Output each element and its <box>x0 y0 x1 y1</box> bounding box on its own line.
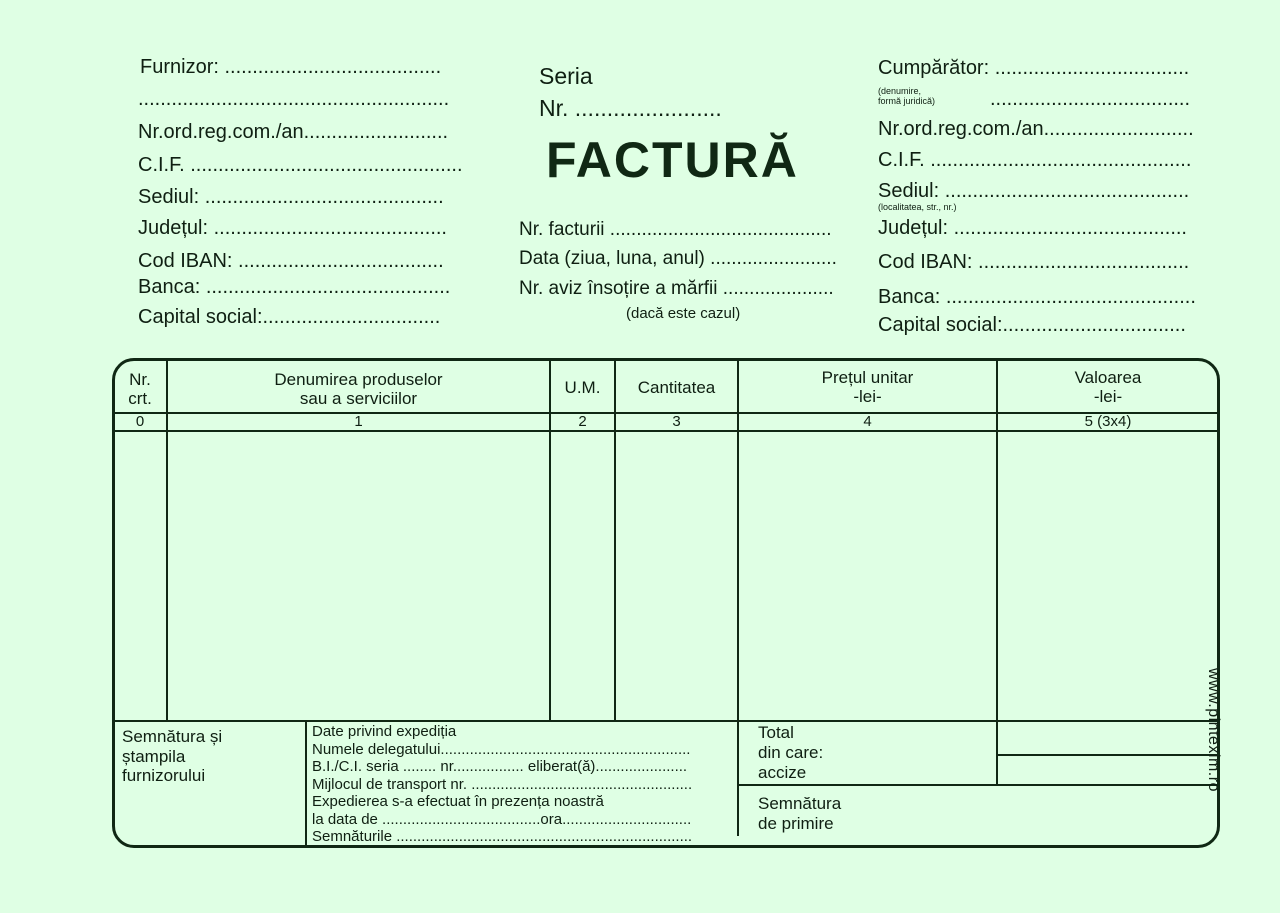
transport-field[interactable]: Mijlocul de transport nr. ..................................................... <box>312 775 693 793</box>
supplier-judetul-field[interactable]: Județul: .......................................... <box>138 217 447 239</box>
supplier-cif-field[interactable]: C.I.F. ................................................. <box>138 154 463 176</box>
seria-label[interactable]: Seria <box>539 63 593 89</box>
buyer-judetul-field[interactable]: Județul: .......................................... <box>878 217 1187 239</box>
supplier-name-line-2[interactable]: ........................................................ <box>138 88 450 110</box>
body-cantitate-cell[interactable] <box>616 432 737 720</box>
header-pret-unitar-line1: Prețul unitar <box>821 368 914 387</box>
supplier-signature-line3: furnizorului <box>122 766 206 785</box>
total-labels <box>758 723 823 783</box>
supplier-signature-line1: Semnătura și <box>122 727 223 746</box>
body-um-cell[interactable] <box>551 432 614 720</box>
receipt-signature-label[interactable] <box>758 794 841 834</box>
id-card-field[interactable]: B.I./C.I. seria ........ nr................. eliberat(ă)...................... <box>312 758 688 775</box>
buyer-sediul-field[interactable]: Sediul: ............................................ <box>878 180 1190 202</box>
header-nr-crt-line1: Nr. <box>129 370 151 389</box>
date-field[interactable]: Data (ziua, luna, anul) ........................ <box>519 248 837 269</box>
expedition-date-field[interactable]: la data de ......................................ora............................... <box>312 810 692 828</box>
supplier-sediul-field[interactable]: Sediul: ........................................... <box>138 186 444 208</box>
supplier-capital-field[interactable]: Capital social:................................ <box>138 306 441 328</box>
expedition-block <box>312 723 692 846</box>
index-4: 4 <box>863 413 872 430</box>
buyer-sediul-note: (localitatea, str., nr.) <box>878 202 957 212</box>
header-pret-unitar-line2: -lei- <box>853 387 882 406</box>
din-care-label: din care: <box>758 743 824 762</box>
supplier-reg-field[interactable]: Nr.ord.reg.com./an.......................... <box>138 121 449 143</box>
buyer-capital-field[interactable]: Capital social:................................. <box>878 314 1186 336</box>
supplier-name-field[interactable]: Furnizor: ....................................... <box>140 56 442 78</box>
supplier-signature-label[interactable] <box>122 727 222 786</box>
supplier-iban-field[interactable]: Cod IBAN: ..................................... <box>138 250 444 272</box>
buyer-name-note-line-2: formă juridică) <box>878 96 936 106</box>
body-nr-crt-cell[interactable] <box>116 432 166 720</box>
index-2: 2 <box>578 413 587 430</box>
accize-value-cell[interactable] <box>998 756 1218 784</box>
header-denumire <box>168 370 549 408</box>
invoice-number-field[interactable]: Nr. ....................... <box>539 95 722 121</box>
header-pret-unitar <box>739 368 996 406</box>
header-valoarea-line1: Valoarea <box>1074 368 1142 387</box>
buyer-iban-field[interactable]: Cod IBAN: ...................................... <box>878 251 1190 273</box>
header-cantitatea: Cantitatea <box>637 378 716 397</box>
body-valoare-cell[interactable] <box>998 432 1218 720</box>
invoice-title: FACTURĂ <box>546 132 799 188</box>
header-valoarea-line2: -lei- <box>1093 387 1123 406</box>
buyer-name-note <box>878 86 935 106</box>
expedition-presence-text: Expedierea s-a efectuat în prezența noastră <box>312 793 604 810</box>
body-pret-cell[interactable] <box>739 432 996 720</box>
nr-facturii-field[interactable]: Nr. facturii .......................................... <box>519 219 832 240</box>
supplier-banca-field[interactable]: Banca: ............................................ <box>138 276 451 298</box>
accize-label: accize <box>758 763 807 782</box>
expedition-signatures-field[interactable]: Semnăturile ....................................................................... <box>312 828 693 845</box>
receipt-signature-line2: de primire <box>758 814 834 833</box>
buyer-name-field[interactable]: Cumpărător: ................................... <box>878 57 1190 79</box>
website-text: www.pintexim.ro <box>1205 668 1222 792</box>
header-denumire-line2: sau a serviciilor <box>299 389 418 408</box>
header-valoarea <box>998 368 1218 406</box>
supplier-signature-line2: ștampila <box>122 746 186 766</box>
total-divider-2 <box>738 784 1219 786</box>
header-nr-crt <box>114 370 166 408</box>
buyer-cif-field[interactable]: C.I.F. ............................................... <box>878 149 1192 171</box>
delegate-name-field[interactable]: Numele delegatului............................................................ <box>312 740 691 758</box>
expedition-title: Date privind expediția <box>312 723 457 740</box>
index-1: 1 <box>354 413 363 430</box>
header-um: U.M. <box>564 378 601 397</box>
index-3: 3 <box>672 413 681 430</box>
total-value-cell[interactable] <box>998 722 1218 753</box>
header-nr-crt-line2: crt. <box>128 389 152 408</box>
header-denumire-line1: Denumirea produselor <box>274 370 443 389</box>
receipt-signature-line1: Semnătura <box>758 794 842 813</box>
aviz-field[interactable]: Nr. aviz însoțire a mărfii ..................... <box>519 278 834 299</box>
index-5: 5 (3x4) <box>1084 413 1132 430</box>
index-0: 0 <box>135 413 145 430</box>
body-denumire-cell[interactable] <box>168 432 549 720</box>
buyer-name-note-line-1: (denumire, <box>878 86 922 96</box>
aviz-note: (dacă este cazul) <box>626 305 741 322</box>
buyer-name-line-2[interactable]: .................................... <box>990 88 1191 110</box>
footer-line-1 <box>305 721 307 847</box>
buyer-reg-field[interactable]: Nr.ord.reg.com./an........................... <box>878 118 1194 140</box>
total-label: Total <box>758 723 794 742</box>
buyer-banca-field[interactable]: Banca: ............................................. <box>878 286 1196 308</box>
